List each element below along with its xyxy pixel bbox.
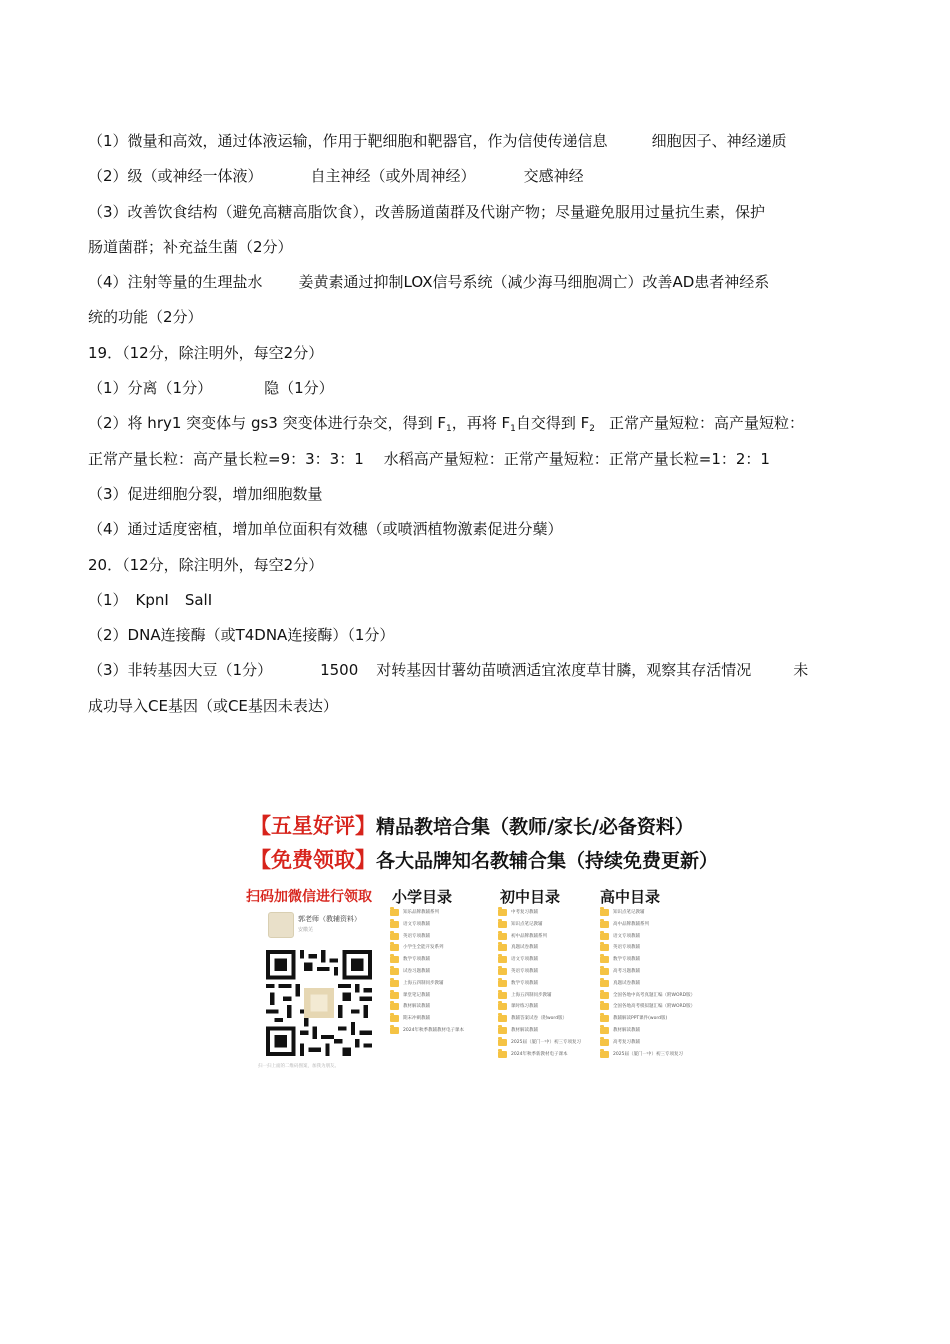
folder-icon xyxy=(498,956,507,963)
folder-icon xyxy=(390,992,399,999)
folder-icon xyxy=(390,980,399,987)
folder-icon xyxy=(390,909,399,916)
catalog-item-label: 上海五四制同步教辅 xyxy=(403,980,444,986)
catalog-item-label: 数学专项教辅 xyxy=(613,957,640,963)
catalog-item-label: 教材解读教辅 xyxy=(511,1027,538,1033)
answer-text: （4）注射等量的生理盐水 xyxy=(88,273,263,292)
folder-icon xyxy=(390,1003,399,1010)
folder-icon xyxy=(390,921,399,928)
catalog-item-label: 知识点笔记教辅 xyxy=(613,910,645,915)
folder-icon xyxy=(498,980,507,987)
promo-banner[interactable] xyxy=(246,800,719,1072)
answer-text: 正常产量长粒：高产量长粒=9：3：3：1 xyxy=(88,449,364,468)
folder-icon xyxy=(498,921,507,928)
catalog-item-label: 期末冲刺教辅 xyxy=(403,1016,430,1022)
catalog-item-label: 上海五四制同步教辅 xyxy=(511,992,552,998)
answer-line xyxy=(88,653,878,688)
catalog-item-label: 2024年秋季教辅教材电子课本 xyxy=(403,1027,464,1033)
answer-text: 细胞因子、神经递质 xyxy=(651,132,787,150)
catalog-item-label: 真题试卷教辅 xyxy=(511,945,538,951)
answer-text: （2）级（或神经一体液） xyxy=(88,167,263,186)
folder-icon xyxy=(390,933,399,940)
answer-line xyxy=(88,159,878,194)
answer-text: 交感神经 xyxy=(523,167,584,186)
avatar xyxy=(268,912,294,938)
catalog-item-label: 数学专项教辅 xyxy=(403,957,430,963)
answer-text: 对转基因甘薯幼苗喷洒适宜浓度草甘膦，观察其存活情况 xyxy=(376,661,752,680)
catalog-item-label: 语文专项教辅 xyxy=(511,957,538,963)
catalog-item-label: 初中品牌教辅系列 xyxy=(511,933,547,939)
answer-text: （2）将 hry1 突变体与 gs3 突变体进行杂交，得到 F xyxy=(88,414,446,433)
answer-text: 隐（1分） xyxy=(264,379,334,398)
catalog-item-label: 教辅答案试卷（附word版） xyxy=(511,1016,568,1022)
catalog-item-label: 英语专项教辅 xyxy=(403,933,430,939)
catalog-item-label: 试卷习题教辅 xyxy=(403,968,430,974)
answer-line: （3）改善饮食结构（避免高糖高脂饮食），改善肠道菌群及代谢产物；尽量避免服用过量抗生素，保护 xyxy=(88,202,766,221)
folder-icon xyxy=(390,1015,399,1022)
answer-line xyxy=(88,583,878,618)
promo-headline-2 xyxy=(250,844,718,874)
catalog-item-label: 语文专项教辅 xyxy=(613,933,640,939)
answer-line: （4）通过适度密植，增加单位面积有效穗（或喷洒植物激素促进分蘖） xyxy=(88,520,563,539)
folder-icon xyxy=(600,933,609,940)
answer-line: 成功导入CE基因（或CE基因未表达） xyxy=(88,696,338,715)
question-heading: 19．（12分，除注明外，每空2分） xyxy=(88,343,324,362)
folder-icon xyxy=(600,909,609,916)
catalog-item-label: 课堂笔记教辅 xyxy=(403,992,430,998)
subscript: 1 xyxy=(446,424,452,435)
answer-text: 未 xyxy=(793,661,809,680)
scan-instruction: 扫码加微信进行领取 xyxy=(246,889,372,905)
answer-text: 姜黄素通过抑制LOX信号系统（减少海马细胞凋亡）改善AD患者神经系 xyxy=(298,273,770,292)
scan-hint: 扫一扫上面的二维码图案，加我为朋友。 xyxy=(258,1064,339,1069)
promo-headline-1 xyxy=(250,810,694,840)
answer-text: （3）非转基因大豆（1分） xyxy=(88,661,273,680)
answer-document xyxy=(88,124,878,724)
catalog-item-label: 2024年秋季新教材电子课本 xyxy=(511,1051,568,1057)
catalog-item-label: 语文专项教辅 xyxy=(403,921,430,927)
qr-code-icon[interactable] xyxy=(266,950,372,1056)
folder-icon xyxy=(600,1015,609,1022)
subscript: 1 xyxy=(510,424,516,435)
folder-icon xyxy=(498,1039,507,1046)
answer-line xyxy=(88,124,878,159)
answer-text: ，再将 F xyxy=(451,414,511,433)
answer-line xyxy=(88,371,878,406)
catalog-item-label: 2025届（厦门一中）初三专项复习 xyxy=(511,1039,581,1045)
promo-bracket: 【免费领取】 xyxy=(250,847,376,872)
folder-icon xyxy=(600,944,609,951)
folder-icon xyxy=(600,992,609,999)
folder-icon xyxy=(600,1027,609,1034)
answer-line: 肠道菌群；补充益生菌（2分） xyxy=(88,237,293,256)
answer-text: SalI xyxy=(184,590,213,609)
catalog-item-label: 教材解读教辅 xyxy=(403,1004,430,1010)
answer-text: （1）分离（1分） xyxy=(88,379,213,398)
catalog-item-label: 教材解读教辅 xyxy=(613,1027,640,1033)
profile-location: 安徽芜 xyxy=(298,927,314,933)
answer-text: 自交得到 F xyxy=(515,414,590,433)
answer-text: （1）微量和高效，通过体液运输，作用于靶细胞和靶器官，作为信使传递信息 xyxy=(88,132,608,150)
catalog-item-label: 高中品牌教辅系列 xyxy=(613,921,649,927)
folder-icon xyxy=(600,921,609,928)
folder-icon xyxy=(498,1015,507,1022)
answer-text: 1500 xyxy=(320,661,359,680)
subscript: 2 xyxy=(589,424,596,435)
answer-line: （2）DNA连接酶（或T4DNA连接酶）（1分） xyxy=(88,626,395,645)
answer-line xyxy=(88,442,878,477)
folder-icon xyxy=(390,1027,399,1034)
promo-bracket: 【五星好评】 xyxy=(250,813,376,838)
folder-icon xyxy=(498,909,507,916)
folder-icon xyxy=(498,944,507,951)
folder-icon xyxy=(600,1051,609,1058)
profile-name: 郭老师（教辅资料） xyxy=(298,915,361,923)
folder-icon xyxy=(600,1039,609,1046)
folder-icon xyxy=(498,968,507,975)
folder-icon xyxy=(600,1003,609,1010)
answer-line xyxy=(88,406,878,441)
catalog-item-label: 英语专项教辅 xyxy=(511,968,538,974)
catalog-item-label: 高考习题教辅 xyxy=(613,968,640,974)
folder-icon xyxy=(390,944,399,951)
folder-icon xyxy=(498,933,507,940)
folder-icon xyxy=(498,1003,507,1010)
answer-text: 自主神经（或外周神经） xyxy=(310,167,476,186)
answer-text: 正常产量短粒：高产量短粒： xyxy=(609,414,805,433)
folder-icon xyxy=(390,968,399,975)
answer-line: （3）促进细胞分裂，增加细胞数量 xyxy=(88,484,323,503)
catalog-item-label: 全国各地高考模拟题汇编（附WORD版） xyxy=(613,1004,696,1010)
catalog-item-label: 2025届（厦门一中）初三专项复习 xyxy=(613,1051,683,1057)
answer-text: 水稻高产量短粒：正常产量短粒：正常产量长粒=1：2：1 xyxy=(383,449,770,468)
catalog-item-label: 数学专项教辅 xyxy=(511,980,538,986)
catalog-item-label: 高考复习教辅 xyxy=(613,1039,640,1045)
catalog-item-label: 课时练习教辅 xyxy=(511,1004,538,1010)
primary-catalog-title: 小学目录 xyxy=(392,888,453,906)
answer-line xyxy=(88,265,878,300)
promo-text: 精品教培合集（教师/家长/必备资料） xyxy=(376,816,694,838)
catalog-item-label: 英语专项教辅 xyxy=(613,945,640,951)
catalog-item-label: 全国各地中高考真题汇编（附WORD版） xyxy=(613,992,696,998)
question-heading: 20．（12分，除注明外，每空2分） xyxy=(88,555,324,574)
folder-icon xyxy=(498,992,507,999)
catalog-item-label: 知识点笔记教辅 xyxy=(511,921,543,927)
high-catalog-title: 高中目录 xyxy=(600,888,661,906)
folder-icon xyxy=(498,1051,507,1058)
folder-icon xyxy=(390,956,399,963)
answer-text: KpnI xyxy=(135,590,169,609)
catalog-item-label: 小学生全能开发系列 xyxy=(403,945,444,951)
answer-line: 统的功能（2分） xyxy=(88,308,203,327)
catalog-item-label: 中考复习教辅 xyxy=(511,910,538,915)
folder-icon xyxy=(600,980,609,987)
folder-icon xyxy=(498,1027,507,1034)
promo-text: 各大品牌知名教辅合集（持续免费更新） xyxy=(376,850,719,872)
catalog-item-label: 知乐品牌教辅系列 xyxy=(403,910,439,915)
folder-icon xyxy=(600,956,609,963)
middle-catalog-title: 初中目录 xyxy=(500,888,561,906)
catalog-item-label: 真题试卷教辅 xyxy=(613,980,640,986)
answer-text: （1） xyxy=(88,590,128,609)
folder-icon xyxy=(600,968,609,975)
catalog-item-label: 教辅解读PPT课件(word版) xyxy=(613,1016,668,1022)
